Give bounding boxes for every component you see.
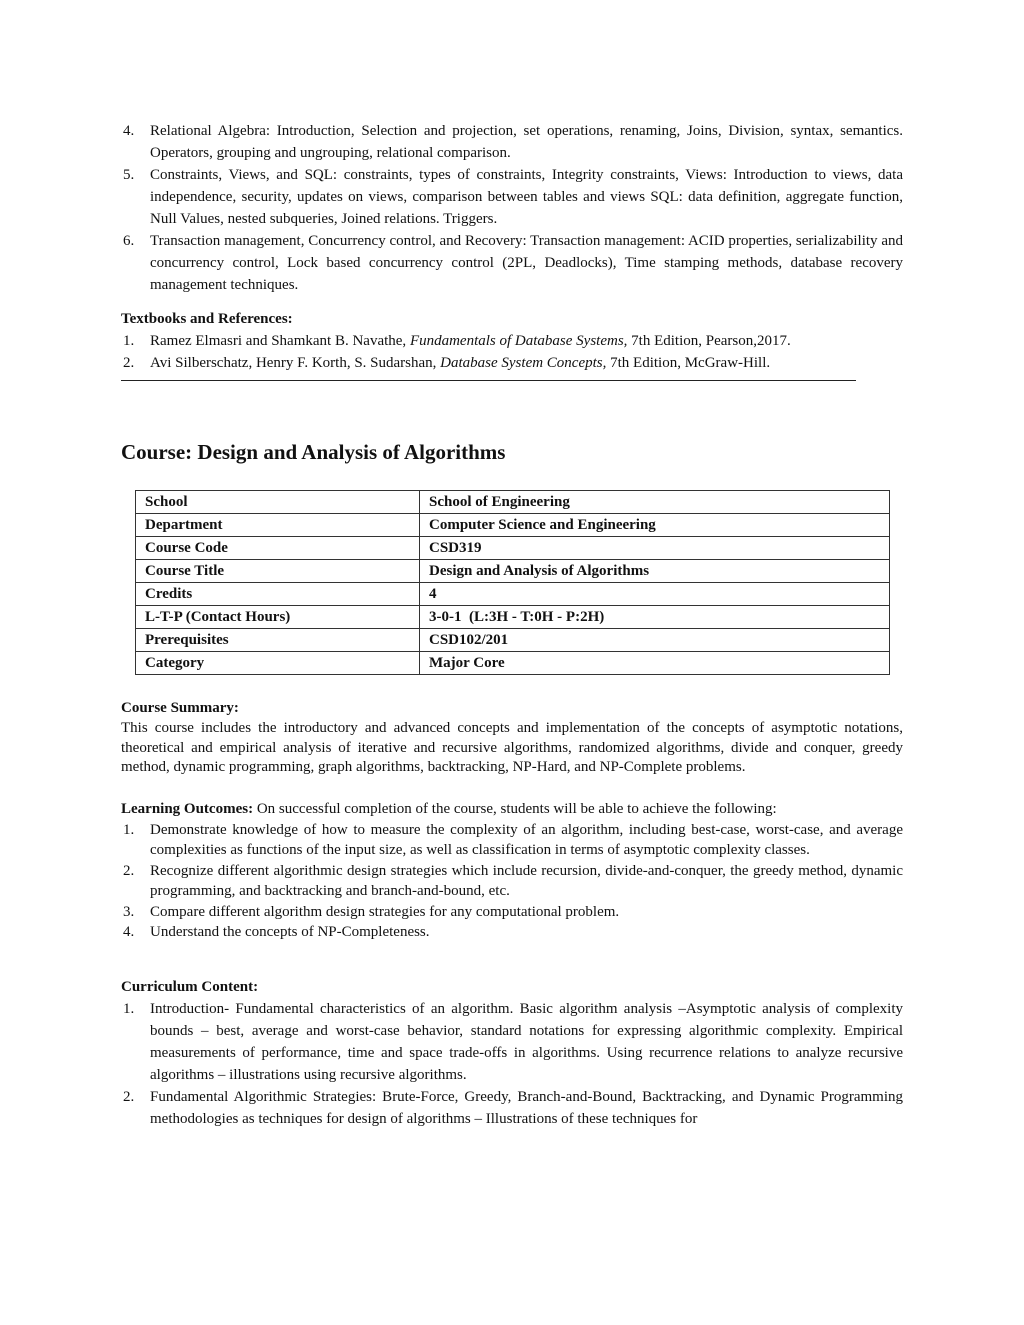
list-text: Constraints, Views, and SQL: constraints, types of constraints, Integrity constraints, Views: Introduction to views, data independence, security, updates on views, comparison between tables and views SQL: data definition, aggregate function, Null Values, nested subqueries, Joined relations. Triggers. <box>150 167 903 227</box>
curriculum-section <box>121 976 903 1130</box>
table-row <box>136 629 890 652</box>
list-item <box>121 164 903 230</box>
list-number: 1. <box>123 821 135 838</box>
table-row <box>136 606 890 629</box>
table-key: Department <box>136 514 420 537</box>
table-row <box>136 560 890 583</box>
list-number: 1. <box>123 333 135 349</box>
table-key: Course Code <box>136 537 420 560</box>
list-number: 1. <box>123 1000 135 1017</box>
table-row <box>136 514 890 537</box>
learning-outcomes-heading: Learning Outcomes: <box>121 800 254 817</box>
table-key: Category <box>136 652 420 675</box>
learning-outcomes-section <box>121 798 903 943</box>
list-text: Relational Algebra: Introduction, Selection and projection, set operations, renaming, Joins, Division, syntax, semantics. Operators, grouping and ungrouping, relational comparison. <box>150 123 903 161</box>
curriculum-item <box>121 1086 903 1130</box>
table-key: Course Title <box>136 560 420 583</box>
outcome-item <box>121 820 903 861</box>
table-value: 3-0-1 (L:3H - T:0H - P:2H) <box>420 606 890 629</box>
outcome-item <box>121 902 903 923</box>
list-text: Transaction management, Concurrency control, and Recovery: Transaction management: ACID properties, serializability and concurrency control, Lock based concurrency control (2PL, Deadlocks), Time stamping methods, database recovery management techniques. <box>150 233 903 293</box>
textbooks-section <box>121 308 903 381</box>
learning-outcomes-intro-line <box>121 798 903 820</box>
table-value: 4 <box>420 583 890 606</box>
list-text: Understand the concepts of NP-Completeness. <box>150 924 430 940</box>
document-page <box>121 120 903 1130</box>
reference-item <box>121 352 903 374</box>
table-row <box>136 537 890 560</box>
outcome-item <box>121 922 903 943</box>
curriculum-item <box>121 998 903 1086</box>
learning-outcomes-intro: On successful completion of the course, students will be able to achieve the following: <box>253 800 777 817</box>
table-row <box>136 583 890 606</box>
table-key: Prerequisites <box>136 629 420 652</box>
table-value: Major Core <box>420 652 890 675</box>
course-info-table <box>135 490 890 675</box>
outcome-item <box>121 861 903 902</box>
reference-edition: 7th Edition, Pearson,2017. <box>627 333 791 349</box>
course-title: Course: Design and Analysis of Algorithms <box>121 440 506 464</box>
reference-edition: 7th Edition, McGraw-Hill. <box>606 355 771 371</box>
list-text: Recognize different algorithmic design strategies which include recursion, divide-and-conquer, the greedy method, dynamic programming, and backtracking and branch-and-bound, etc. <box>150 862 903 899</box>
table-value: Design and Analysis of Algorithms <box>420 560 890 583</box>
curriculum-heading: Curriculum Content: <box>121 978 259 995</box>
table-value: School of Engineering <box>420 491 890 514</box>
list-number: 2. <box>123 355 135 371</box>
list-number: 5. <box>123 167 135 183</box>
list-text: Demonstrate knowledge of how to measure the complexity of an algorithm, including best-case, worst-case, and average complexities as functions of the input size, as well as classification in terms of asymptotic complexity classes. <box>150 821 903 858</box>
section-divider <box>121 374 856 381</box>
textbooks-heading: Textbooks and References: <box>121 311 293 327</box>
table-row <box>136 652 890 675</box>
list-number: 3. <box>123 903 135 920</box>
list-number: 2. <box>123 1088 135 1105</box>
list-number: 4. <box>123 924 135 940</box>
table-key: Credits <box>136 583 420 606</box>
course-summary-text: This course includes the introductory and advanced concepts and implementation of the concepts of asymptotic notations, theoretical and empirical analysis of iterative and recursive algorithms, randomized algorithms, divide and conquer, greedy method, dynamic programming, graph algorithms, backtracking, NP-Hard, and NP-Complete problems. <box>121 720 903 775</box>
reference-item <box>121 330 903 352</box>
reference-title: Fundamentals of Database Systems, <box>409 333 628 349</box>
list-item <box>121 120 903 164</box>
reference-title: Database System Concepts, <box>440 355 607 371</box>
course-summary-section <box>121 697 903 778</box>
reference-authors: Ramez Elmasri and Shamkant B. Navathe, <box>150 333 410 349</box>
list-text: Fundamental Algorithmic Strategies: Brute-Force, Greedy, Branch-and-Bound, Backtracking, and Dynamic Programming methodologies as techniques for design of algorithms – Illustrations of these techniques for <box>150 1088 903 1127</box>
list-number: 2. <box>123 862 135 879</box>
previous-course-content-list <box>121 120 903 296</box>
table-key: L-T-P (Contact Hours) <box>136 606 420 629</box>
table-value: CSD319 <box>420 537 890 560</box>
list-text: Compare different algorithm design strategies for any computational problem. <box>150 903 620 920</box>
list-item <box>121 230 903 296</box>
reference-authors: Avi Silberschatz, Henry F. Korth, S. Sudarshan, <box>150 355 441 371</box>
table-key: School <box>136 491 420 514</box>
list-number: 6. <box>123 233 135 249</box>
list-text: Introduction- Fundamental characteristics of an algorithm. Basic algorithm analysis –Asymptotic analysis of complexity bounds – best, average and worst-case behavior, standard notations for expressing algorithmic complexity. Empirical measurements of performance, time and space trade-offs in algorithms. Using recurrence relations to analyze recursive algorithms – illustrations using recursive algorithms. <box>150 1000 903 1083</box>
list-number: 4. <box>123 123 135 139</box>
table-value: Computer Science and Engineering <box>420 514 890 537</box>
table-value: CSD102/201 <box>420 629 890 652</box>
course-summary-heading: Course Summary: <box>121 700 239 716</box>
table-row <box>136 491 890 514</box>
